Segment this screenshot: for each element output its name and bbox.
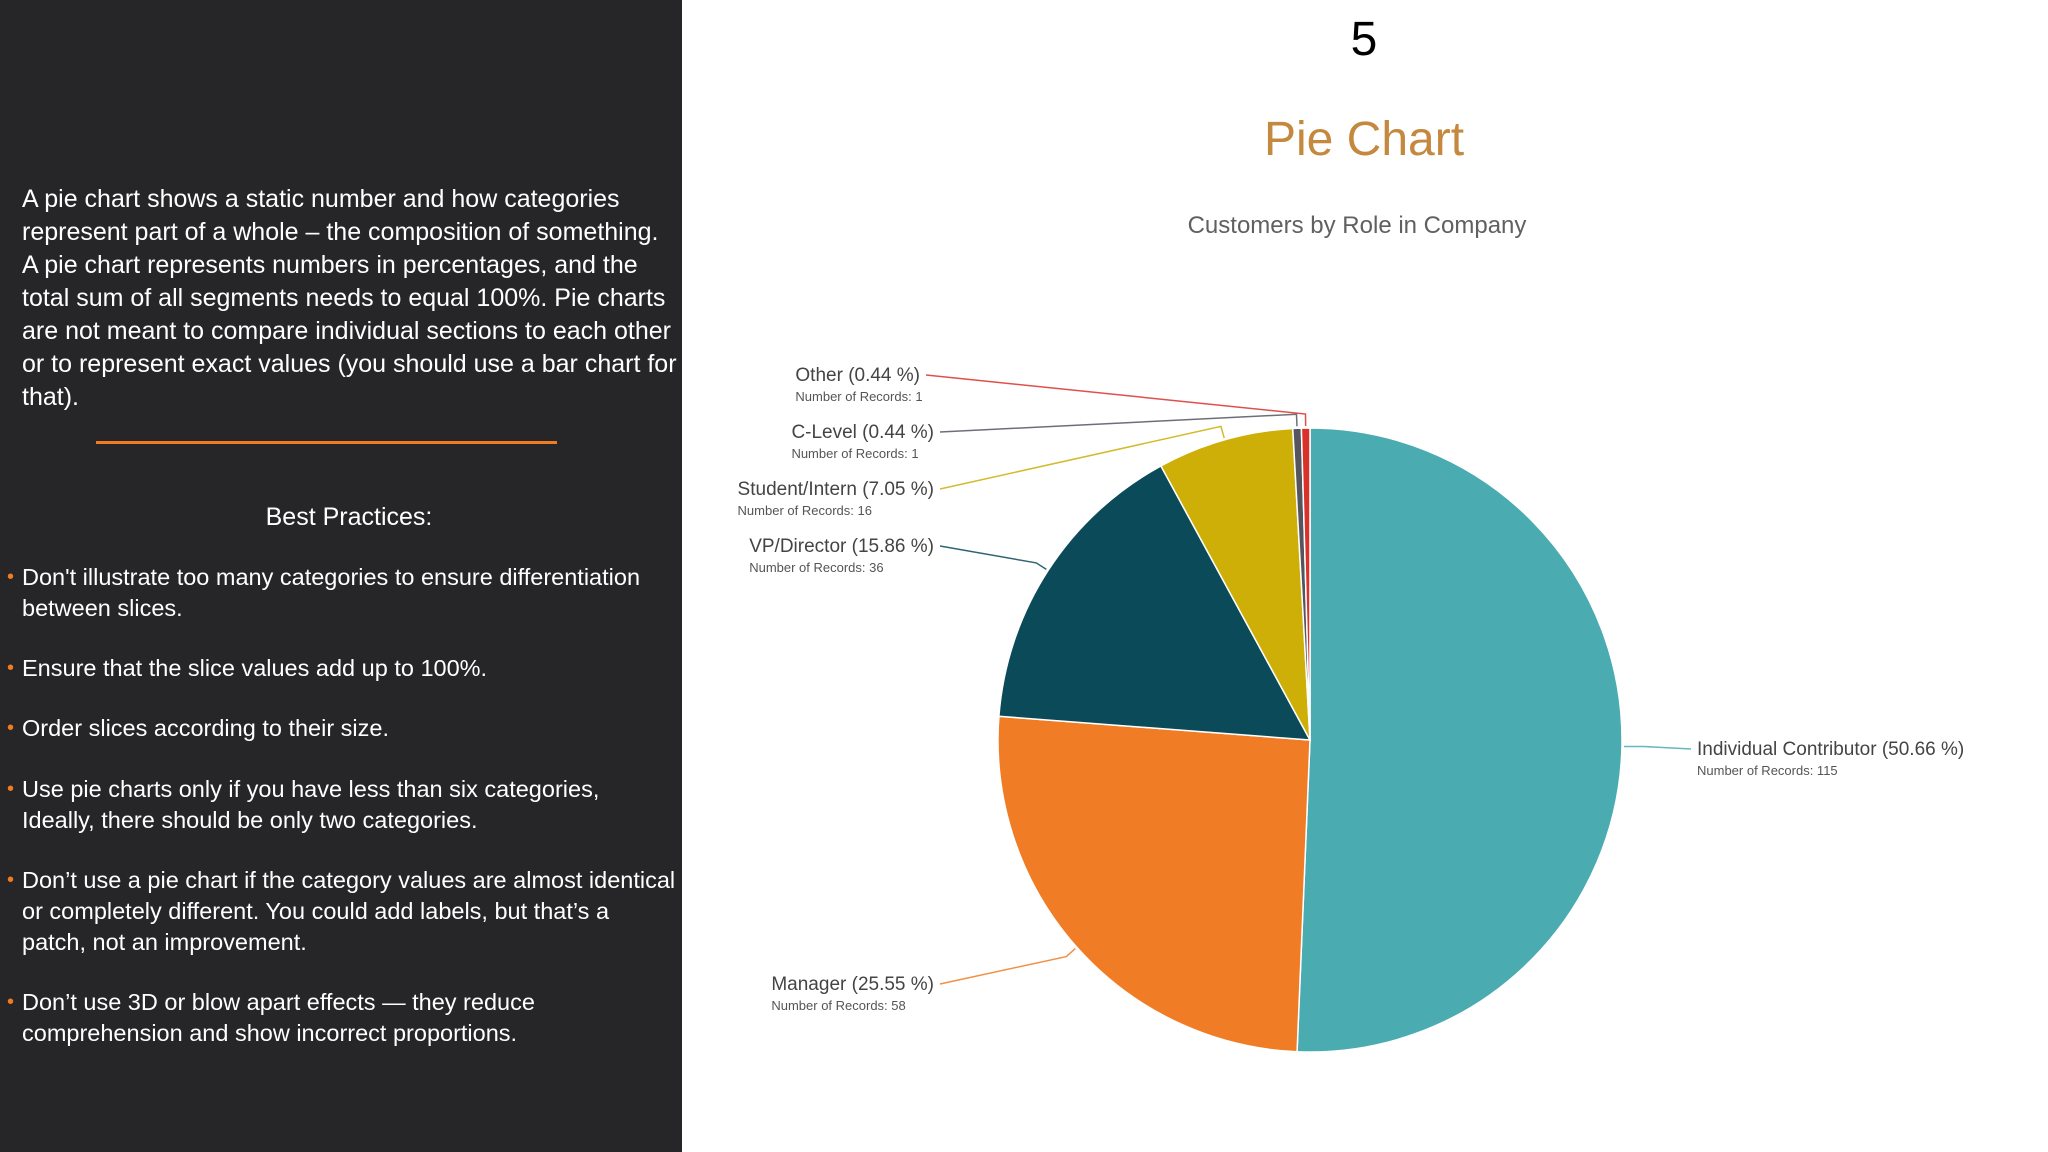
leader-line xyxy=(926,375,1306,426)
divider-line xyxy=(96,441,557,444)
leader-line xyxy=(940,546,1046,569)
chart-title: Customers by Role in Company xyxy=(1187,212,1527,239)
best-practice-item xyxy=(7,713,677,744)
best-practice-item xyxy=(7,562,677,624)
bullet-icon: • xyxy=(7,991,15,1013)
slice-record-count: Number of Records: 1 xyxy=(791,446,919,461)
bullet-icon: • xyxy=(7,717,15,739)
best-practice-text: Don’t use 3D or blow apart effects — they reduce comprehension and show incorrect proportions. xyxy=(22,989,535,1046)
pie-slice-manager xyxy=(998,716,1310,1051)
best-practice-item xyxy=(7,987,677,1049)
slide-number: 5 xyxy=(1350,13,1378,66)
bullet-icon: • xyxy=(7,869,15,891)
slice-label: C-Level (0.44 %) xyxy=(791,422,934,443)
best-practices-heading: Best Practices: xyxy=(265,503,433,531)
slice-record-count: Number of Records: 1 xyxy=(795,389,923,404)
slice-label: Student/Intern (7.05 %) xyxy=(737,479,934,500)
pie-chart xyxy=(682,190,2048,1070)
slice-label: Individual Contributor (50.66 %) xyxy=(1697,739,1965,760)
best-practice-text: Don’t use a pie chart if the category values are almost identical or completely different. You could add labels, but that’s a patch, not an improvement. xyxy=(22,867,676,955)
leader-line xyxy=(1624,747,1691,749)
leader-line xyxy=(940,949,1075,984)
best-practice-item xyxy=(7,865,677,958)
best-practice-text: Don't illustrate too many categories to ensure differentiation between slices. xyxy=(22,564,641,621)
slice-record-count: Number of Records: 36 xyxy=(749,560,884,575)
leader-line xyxy=(940,414,1297,432)
slice-record-count: Number of Records: 16 xyxy=(737,503,872,518)
slice-label: VP/Director (15.86 %) xyxy=(749,536,934,557)
bullet-icon: • xyxy=(7,657,15,679)
bullet-icon: • xyxy=(7,566,15,588)
best-practice-item xyxy=(7,774,677,836)
slice-record-count: Number of Records: 115 xyxy=(1697,763,1838,778)
intro-text: A pie chart shows a static number and how categories represent part of a whole – the composition of something. A pie chart represents numbers in percentages, and the total sum of all segments needs to equal 100%. Pie charts are not meant to compare individual sections to each other or to represent exact values (you should use a bar chart for that). xyxy=(22,185,677,411)
bullet-icon: • xyxy=(7,778,15,800)
best-practice-text: Ensure that the slice values add up to 100%. xyxy=(22,655,488,681)
best-practice-text: Order slices according to their size. xyxy=(22,715,390,741)
slice-label: Manager (25.55 %) xyxy=(771,974,934,995)
slice-record-count: Number of Records: 58 xyxy=(771,998,906,1013)
left-panel xyxy=(0,0,682,1152)
slice-label: Other (0.44 %) xyxy=(795,365,920,386)
best-practice-item xyxy=(7,653,677,684)
slide-title: Pie Chart xyxy=(1263,113,1465,166)
pie-slice-individual-contributor xyxy=(1297,428,1622,1052)
best-practice-text: Use pie charts only if you have less than six categories, Ideally, there should be only two categories. xyxy=(22,776,600,833)
